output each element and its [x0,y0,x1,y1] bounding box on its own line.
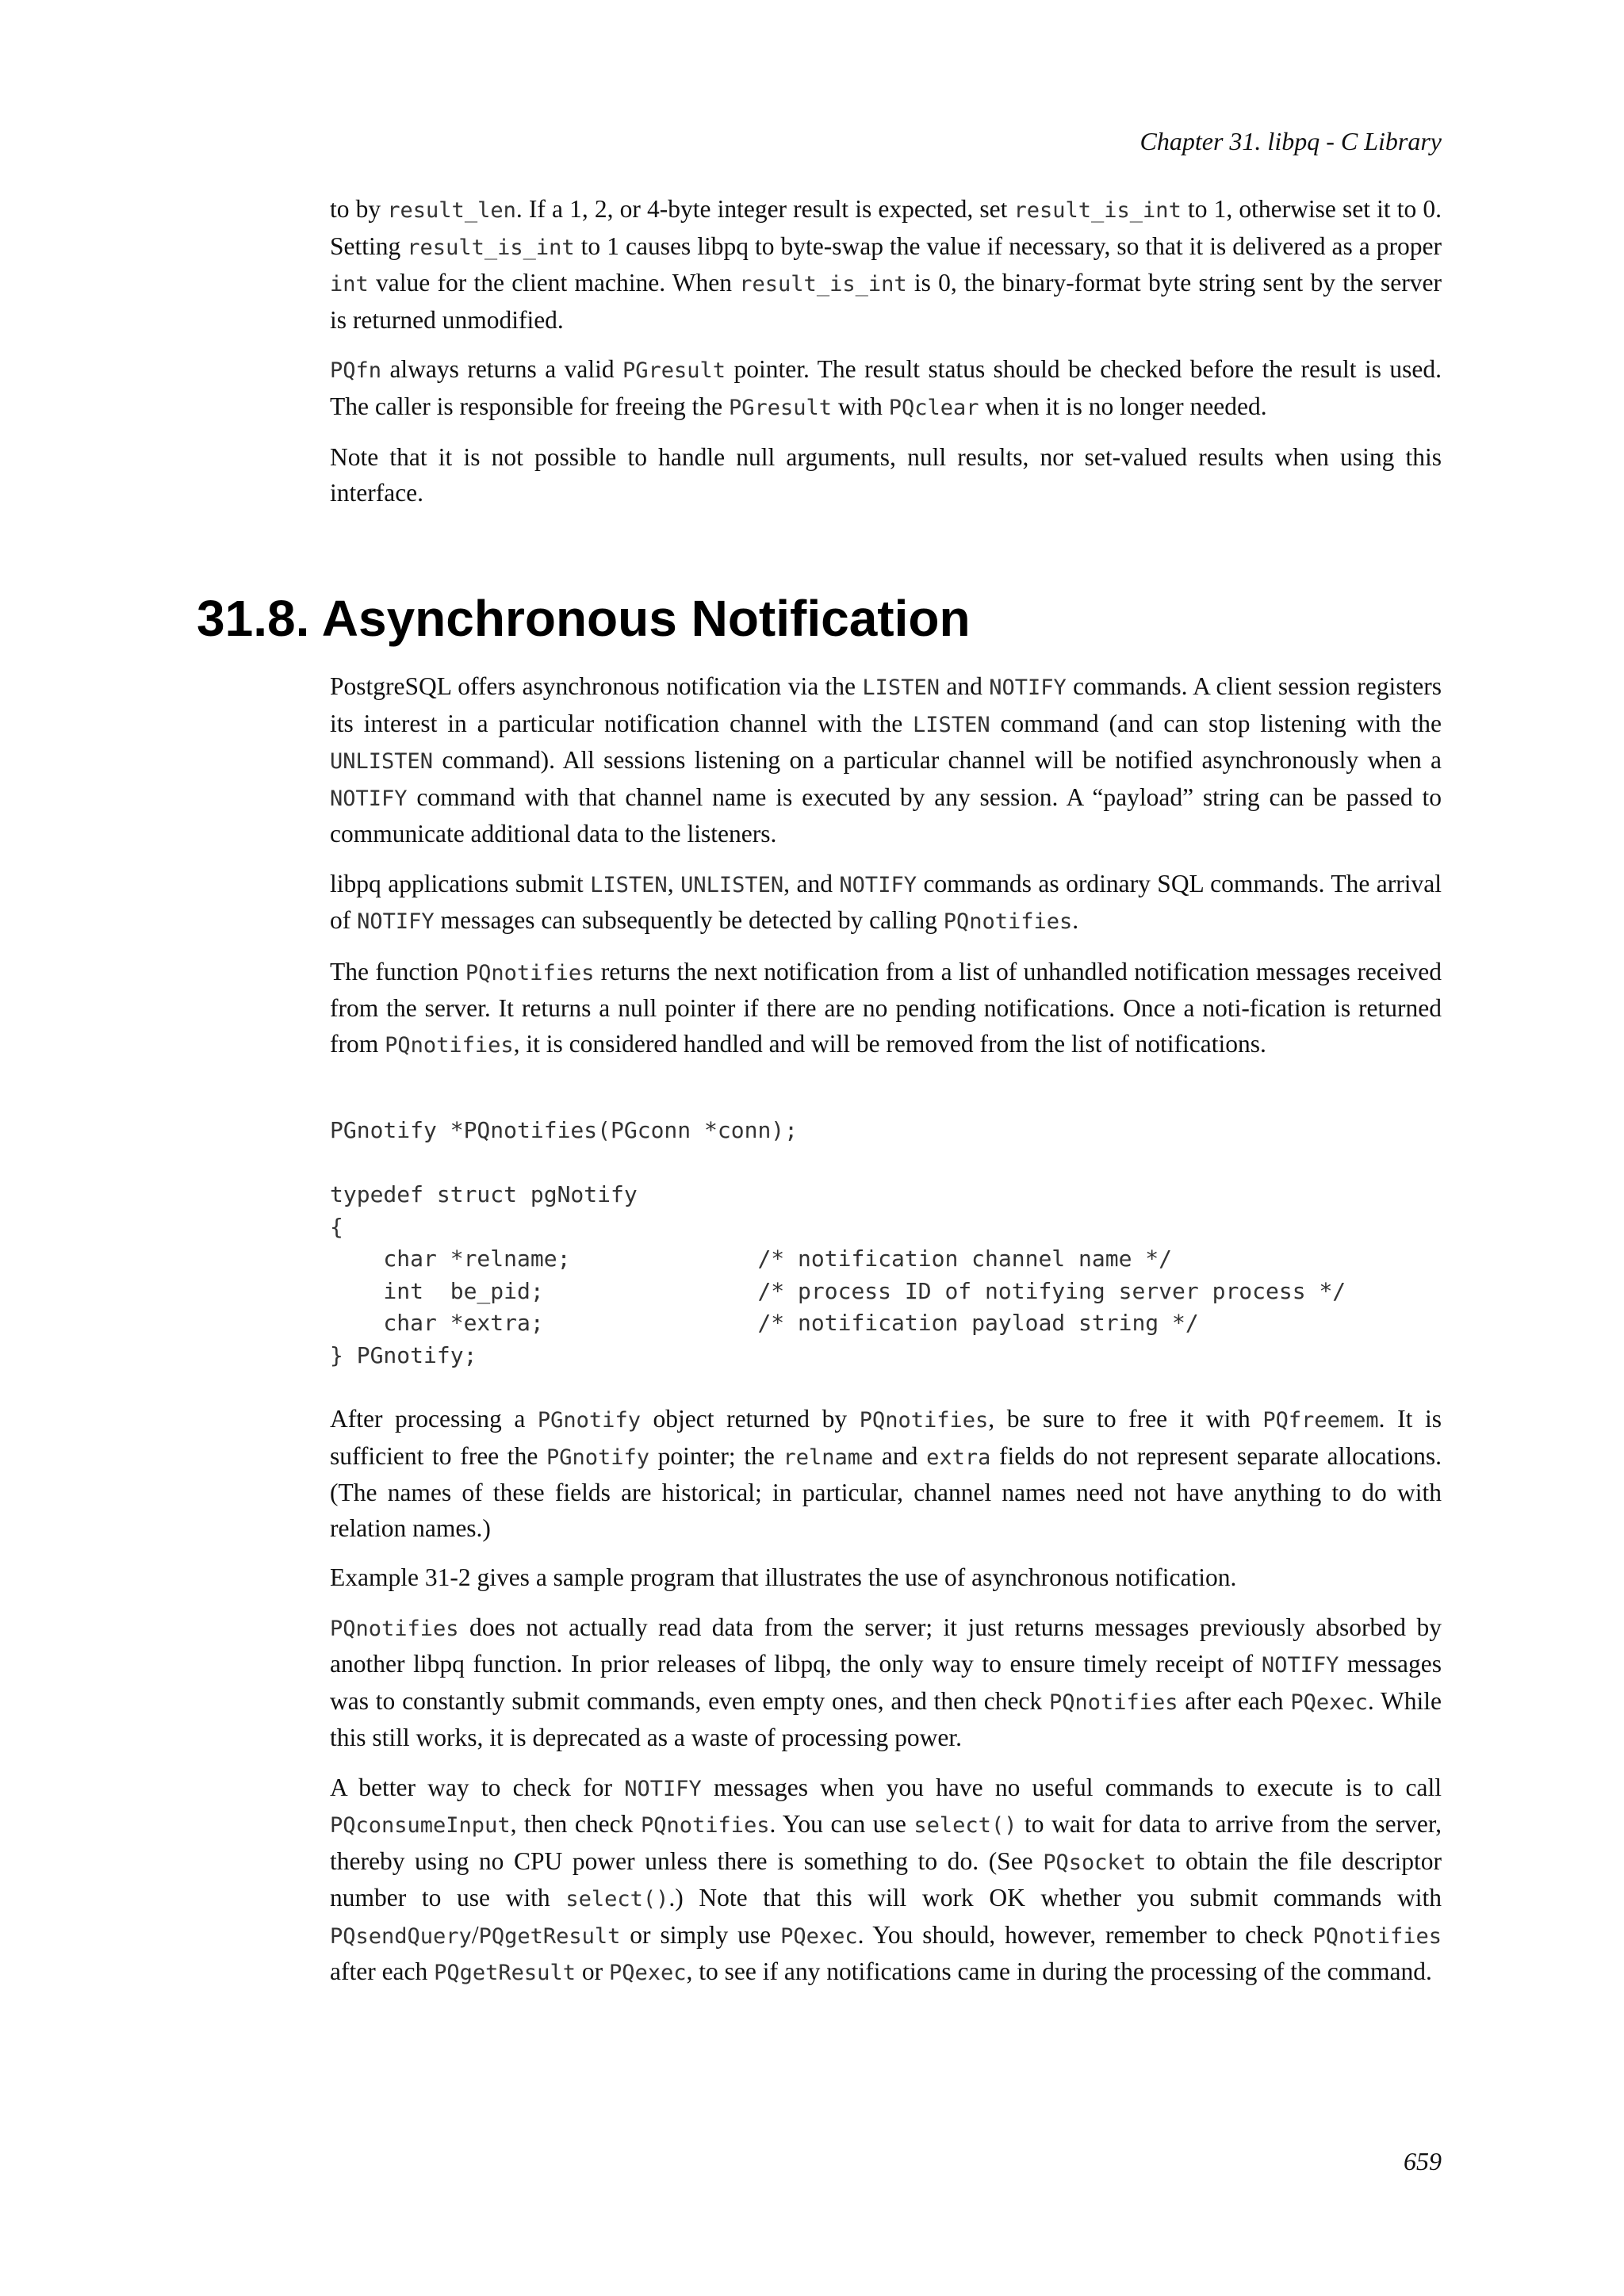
paragraph: Example 31-2 gives a sample program that illustrates the use of asynchronous notification. [330,1563,1237,1591]
inline-code: PQexec [608,1961,687,1985]
inline-code: LISTEN [862,675,940,700]
inline-code: LISTEN [590,872,668,897]
inline-code: NOTIFY [989,675,1067,700]
inline-code: PQgetResult [434,1961,576,1985]
inline-code: select() [914,1813,1017,1838]
paragraph: PQfn always returns a valid PGresult pointer. The result status should be checked before the result is used. The caller is responsible for freeing the PGresult with PQclear when it is no longer needed. [330,355,1442,420]
inline-code: result_is_int [1013,198,1182,223]
inline-code: PQexec [1290,1689,1368,1715]
section-text-block-continued [330,1402,1442,2006]
inline-code: PQexec [780,1923,858,1949]
section-title: 31.8. Asynchronous Notification [197,590,971,647]
inline-code: extra [926,1445,991,1470]
inline-code: int [330,272,369,297]
inline-code: PQfn [330,358,382,383]
inline-code: PQnotifies [465,960,595,985]
inline-code: UNLISTEN [680,872,784,897]
paragraph: to by result_len. If a 1, 2, or 4-byte integer result is expected, set result_is_int to 1, otherwise set it to 0. Setting result_is_int to 1 causes libpq to byte-swap the value if necessary, so that it is delivered as a proper int value for the client machine. When result_is_int is 0, the binary-format byte string sent by the server is returned unmodified. [330,195,1442,334]
inline-code: PQconsumeInput [330,1813,511,1838]
inline-code: result_is_int [407,235,575,260]
page-number: 659 [1404,2147,1442,2175]
inline-code: PQclear [888,395,979,420]
inline-code: PQnotifies [385,1032,514,1058]
inline-code: PQnotifies [640,1813,770,1838]
paragraph: After processing a PGnotify object returned by PQnotifies, be sure to free it with PQfreemem. It is sufficient to free the PGnotify pointer; the relname and extra fields do not represent separate allocations. (The names of these fields are historical; in particular, channel names need not have anything to do with relation names.) [330,1405,1442,1542]
paragraph: libpq applications submit LISTEN, UNLISTEN, and NOTIFY commands as ordinary SQL commands. The arrival of NOTIFY messages can subsequently be detected by calling PQnotifies. [330,869,1442,934]
intro-text-block [330,192,1442,525]
paragraph: PostgreSQL offers asynchronous notification via the LISTEN and NOTIFY commands. A client session registers its interest in a particular notification channel with the LISTEN command (and can stop listening with the UNLISTEN command). All sessions listening on a particular channel will be notified asynchronously when a NOTIFY command with that channel name is executed by any session. A “payload” string can be passed to communicate additional data to the listeners. [330,672,1442,848]
inline-code: select() [565,1887,669,1911]
inline-code: PQfreemem [1262,1408,1379,1433]
inline-code: PQsocket [1043,1850,1147,1875]
running-header: Chapter 31. libpq - C Library [1139,127,1442,155]
paragraph: The function PQnotifies returns the next notification from a list of unhandled notification messages received from the server. It returns a null pointer if there are no pending notifications. Once a noti-fication is returned from PQnotifies, it is considered handled and will be removed from the list of notifications. [330,957,1442,1058]
inline-code: NOTIFY [839,872,917,897]
inline-code: result_is_int [739,272,907,297]
inline-code: PQnotifies [1312,1923,1442,1949]
inline-code: LISTEN [913,712,990,737]
paragraph: Note that it is not possible to handle null arguments, null results, nor set-valued results when using this interface. [330,443,1442,507]
inline-code: NOTIFY [624,1776,702,1801]
inline-code: NOTIFY [357,909,435,934]
inline-code: PQnotifies [943,909,1073,934]
section-text-block [330,669,1442,1077]
inline-code: PQnotifies [859,1408,989,1433]
inline-code: PQnotifies [1048,1689,1178,1715]
paragraph: PQnotifies does not actually read data from the server; it just returns messages previously absorbed by another libpq function. In prior releases of libpq, the only way to ensure timely receipt of NOTIFY messages was to constantly submit commands, even empty ones, and then check PQnotifies after each PQexec. While this still works, it is deprecated as a waste of processing power. [330,1613,1442,1751]
inline-code: NOTIFY [1261,1653,1339,1678]
inline-code: PQnotifies [330,1616,459,1641]
inline-code: PGnotify [546,1445,650,1470]
inline-code: PGresult [622,358,726,383]
inline-code: relname [783,1445,874,1470]
code-listing: PGnotify *PQnotifies(PGconn *conn); typedef struct pgNotify { char *relname; /* notification channel name */ int be_pid; /* process ID of notifying server process */ char *extra; /* notification payload string */ } PGnotify; [330,1117,1346,1368]
inline-code: PQsendQuery [330,1923,472,1949]
inline-code: PQgetResult [478,1923,621,1949]
inline-code: PGnotify [537,1408,641,1433]
inline-code: NOTIFY [330,786,408,811]
paragraph: A better way to check for NOTIFY messages when you have no useful commands to execute is to call PQconsumeInput, then check PQnotifies. You can use select() to wait for data to arrive from the server, thereby using no CPU power unless there is something to do. (See PQsocket to obtain the file descriptor number to use with select().) Note that this will work OK whether you submit commands with PQsendQuery/PQgetResult or simply use PQexec. You should, however, remember to check PQnotifies after each PQgetResult or PQexec, to see if any notifications came in during the processing of the command. [330,1773,1442,1985]
inline-code: UNLISTEN [330,749,434,774]
inline-code: PGresult [728,395,832,420]
inline-code: result_len [387,198,516,223]
